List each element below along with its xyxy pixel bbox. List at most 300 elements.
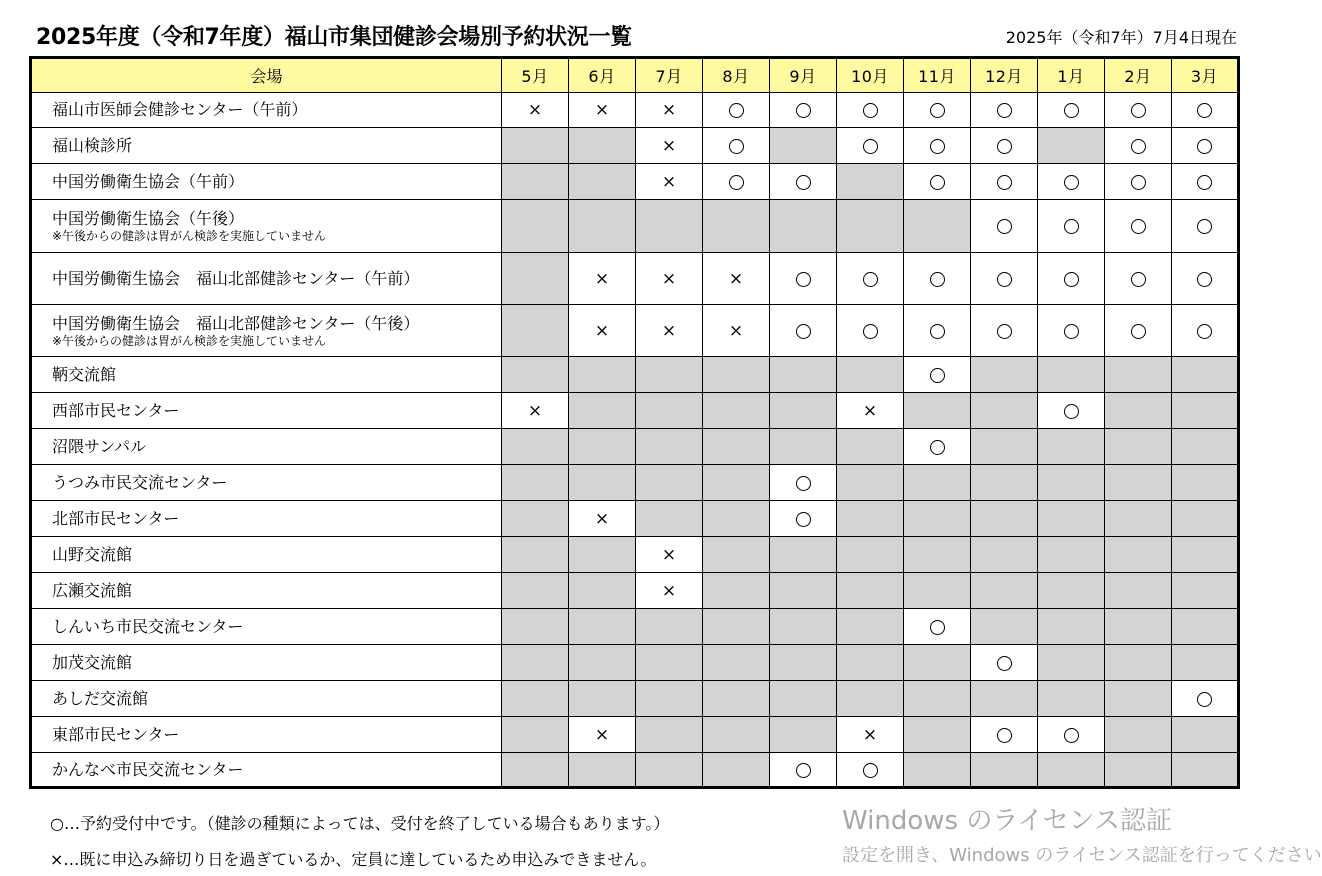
- status-cell-open: [1105, 128, 1172, 164]
- page-title: 2025年度（令和7年度）福山市集団健診会場別予約状況一覧: [36, 25, 632, 50]
- open-circle-icon: [1131, 272, 1146, 287]
- status-cell-open: [770, 753, 837, 788]
- status-cell-na: [837, 501, 904, 537]
- status-cell-na: [636, 429, 703, 465]
- open-circle-icon: [796, 512, 811, 527]
- closed-cross-icon: ×: [594, 100, 610, 120]
- open-circle-icon: [729, 139, 744, 154]
- venue-cell: [31, 93, 502, 128]
- status-cell-na: [569, 573, 636, 609]
- venue-cell: [31, 305, 502, 357]
- venue-name: 東部市民センター: [52, 724, 180, 744]
- open-circle-icon: [1064, 272, 1079, 287]
- status-cell-na: [837, 164, 904, 200]
- status-cell-na: [502, 645, 569, 681]
- status-cell-na: [770, 573, 837, 609]
- status-cell-na: [569, 393, 636, 429]
- status-cell-na: [770, 128, 837, 164]
- closed-cross-icon: ×: [594, 508, 610, 529]
- table-row: [31, 200, 1239, 253]
- status-cell-na: [1105, 393, 1172, 429]
- closed-cross-icon: ×: [661, 171, 677, 192]
- status-cell-open: [1038, 93, 1105, 128]
- table-row: [31, 681, 1239, 717]
- table-header-row: [31, 58, 1239, 93]
- status-cell-na: [770, 681, 837, 717]
- status-cell-closed: [703, 305, 770, 357]
- status-cell-open: [703, 164, 770, 200]
- table-row: [31, 573, 1239, 609]
- open-circle-icon: [1197, 324, 1212, 339]
- venue-name: しんいち市民交流センター: [52, 616, 244, 636]
- status-cell-na: [703, 573, 770, 609]
- venue-cell: [31, 609, 502, 645]
- status-cell-na: [1038, 681, 1105, 717]
- status-cell-closed: [837, 393, 904, 429]
- status-cell-na: [569, 164, 636, 200]
- status-cell-open: [1172, 128, 1239, 164]
- status-cell-na: [837, 681, 904, 717]
- open-circle-icon: [1064, 728, 1079, 743]
- status-cell-closed: [569, 501, 636, 537]
- activation-watermark-title: Windows のライセンス認証: [842, 806, 1172, 836]
- status-cell-na: [569, 357, 636, 393]
- status-cell-open: [1038, 305, 1105, 357]
- open-circle-icon: [1131, 175, 1146, 190]
- status-cell-open: [837, 753, 904, 788]
- status-cell-na: [636, 609, 703, 645]
- venue-name: 広瀬交流館: [52, 580, 133, 600]
- status-cell-na: [502, 253, 569, 305]
- status-cell-open: [770, 501, 837, 537]
- status-cell-na: [703, 645, 770, 681]
- status-cell-open: [770, 465, 837, 501]
- status-cell-na: [703, 753, 770, 788]
- status-cell-open: [1105, 164, 1172, 200]
- status-cell-na: [971, 465, 1038, 501]
- venue-cell: [31, 465, 502, 501]
- status-cell-na: [502, 128, 569, 164]
- status-cell-na: [1105, 357, 1172, 393]
- open-circle-icon: [997, 175, 1012, 190]
- open-circle-icon: [796, 272, 811, 287]
- venue-name: 沼隈サンパル: [52, 436, 147, 456]
- month-header: 3月: [1172, 58, 1239, 93]
- open-circle-icon: [729, 103, 744, 118]
- status-cell-na: [904, 200, 971, 253]
- status-cell-closed: [569, 717, 636, 753]
- venue-cell: [31, 393, 502, 429]
- status-cell-na: [1038, 357, 1105, 393]
- status-cell-na: [569, 753, 636, 788]
- open-circle-icon: [997, 728, 1012, 743]
- status-cell-na: [904, 537, 971, 573]
- venue-cell: [31, 645, 502, 681]
- status-cell-na: [703, 357, 770, 393]
- status-cell-na: [636, 465, 703, 501]
- venue-name: 中国労働衛生協会 福山北部健診センター（午前）: [52, 268, 420, 288]
- status-cell-na: [569, 465, 636, 501]
- venue-name: 中国労働衛生協会 福山北部健診センター（午後）: [52, 313, 420, 333]
- status-cell-open: [971, 93, 1038, 128]
- status-cell-na: [837, 200, 904, 253]
- table-row: [31, 305, 1239, 357]
- status-cell-na: [636, 501, 703, 537]
- status-cell-na: [904, 465, 971, 501]
- status-cell-na: [703, 501, 770, 537]
- open-circle-icon: [930, 324, 945, 339]
- open-circle-icon: [997, 656, 1012, 671]
- status-cell-na: [904, 717, 971, 753]
- status-cell-na: [502, 357, 569, 393]
- status-cell-na: [1172, 573, 1239, 609]
- status-cell-na: [636, 200, 703, 253]
- status-cell-na: [502, 681, 569, 717]
- open-circle-icon: [997, 103, 1012, 118]
- status-cell-open: [1172, 681, 1239, 717]
- status-cell-open: [971, 717, 1038, 753]
- status-cell-na: [502, 753, 569, 788]
- open-circle-icon: [1064, 219, 1079, 234]
- status-cell-closed: [569, 305, 636, 357]
- table-row: [31, 645, 1239, 681]
- status-cell-closed: [502, 393, 569, 429]
- status-cell-open: [971, 305, 1038, 357]
- table-row: [31, 357, 1239, 393]
- closed-cross-icon: ×: [862, 400, 878, 421]
- status-cell-open: [1105, 253, 1172, 305]
- status-cell-open: [1172, 93, 1239, 128]
- venue-cell: [31, 357, 502, 393]
- open-circle-icon: [930, 139, 945, 154]
- month-header: 10月: [837, 58, 904, 93]
- open-circle-icon: [997, 324, 1012, 339]
- status-cell-na: [636, 717, 703, 753]
- status-cell-na: [904, 501, 971, 537]
- venue-name: 中国労働衛生協会（午前）: [52, 171, 245, 191]
- status-cell-open: [837, 93, 904, 128]
- closed-cross-icon: ×: [661, 544, 677, 565]
- venue-name: 福山検診所: [52, 135, 133, 155]
- month-header: 12月: [971, 58, 1038, 93]
- status-cell-open: [1172, 164, 1239, 200]
- status-cell-open: [770, 93, 837, 128]
- closed-cross-icon: ×: [661, 135, 677, 156]
- open-circle-icon: [930, 103, 945, 118]
- table-row: [31, 537, 1239, 573]
- venue-cell: [31, 200, 502, 253]
- status-cell-open: [1105, 305, 1172, 357]
- reservation-status-table: [29, 56, 1240, 789]
- venue-cell: [31, 537, 502, 573]
- status-cell-closed: [703, 253, 770, 305]
- status-cell-open: [1038, 393, 1105, 429]
- venue-column-header: 会場: [31, 58, 502, 93]
- status-cell-na: [1172, 609, 1239, 645]
- status-cell-open: [770, 164, 837, 200]
- month-header: 7月: [636, 58, 703, 93]
- status-cell-na: [636, 645, 703, 681]
- status-cell-na: [837, 357, 904, 393]
- status-cell-open: [770, 253, 837, 305]
- status-cell-open: [904, 128, 971, 164]
- venue-cell: [31, 681, 502, 717]
- status-cell-na: [837, 465, 904, 501]
- status-cell-open: [904, 305, 971, 357]
- closed-cross-icon: ×: [661, 580, 677, 601]
- open-circle-icon: [997, 272, 1012, 287]
- status-cell-na: [502, 537, 569, 573]
- status-cell-closed: [837, 717, 904, 753]
- status-cell-na: [904, 645, 971, 681]
- closed-cross-icon: ×: [527, 400, 543, 421]
- open-circle-icon: [1064, 103, 1079, 118]
- venue-cell: [31, 501, 502, 537]
- open-circle-icon: [796, 476, 811, 491]
- status-cell-na: [636, 681, 703, 717]
- status-cell-na: [770, 200, 837, 253]
- status-cell-na: [502, 305, 569, 357]
- status-cell-open: [1172, 200, 1239, 253]
- month-header: 1月: [1038, 58, 1105, 93]
- table-row: [31, 393, 1239, 429]
- open-circle-icon: [1064, 404, 1079, 419]
- month-header: 8月: [703, 58, 770, 93]
- status-cell-na: [1038, 537, 1105, 573]
- table-body: [31, 93, 1239, 788]
- status-cell-open: [770, 305, 837, 357]
- status-cell-na: [971, 537, 1038, 573]
- status-cell-na: [569, 681, 636, 717]
- status-cell-na: [1105, 501, 1172, 537]
- status-cell-closed: [636, 305, 703, 357]
- status-cell-na: [1105, 681, 1172, 717]
- status-cell-open: [1038, 164, 1105, 200]
- open-circle-icon: [930, 175, 945, 190]
- status-cell-open: [1038, 253, 1105, 305]
- status-cell-na: [837, 429, 904, 465]
- open-circle-icon: [1197, 272, 1212, 287]
- status-cell-na: [770, 717, 837, 753]
- open-circle-icon: [1197, 175, 1212, 190]
- status-cell-na: [502, 501, 569, 537]
- status-cell-open: [971, 645, 1038, 681]
- status-cell-na: [569, 609, 636, 645]
- status-cell-na: [636, 393, 703, 429]
- as-of-date: 2025年（令和7年）7月4日現在: [1005, 28, 1237, 47]
- status-cell-na: [1105, 537, 1172, 573]
- status-cell-na: [770, 609, 837, 645]
- open-circle-icon: [796, 324, 811, 339]
- status-cell-na: [1105, 717, 1172, 753]
- status-cell-na: [1172, 501, 1239, 537]
- open-circle-icon: [796, 763, 811, 778]
- status-cell-na: [770, 537, 837, 573]
- status-cell-open: [904, 357, 971, 393]
- status-cell-na: [1038, 609, 1105, 645]
- status-cell-na: [703, 681, 770, 717]
- open-circle-icon: [729, 175, 744, 190]
- status-cell-open: [1105, 200, 1172, 253]
- venue-name: 山野交流館: [52, 544, 133, 564]
- status-cell-na: [569, 645, 636, 681]
- venue-name: 加茂交流館: [52, 652, 133, 672]
- table-row: [31, 717, 1239, 753]
- closed-cross-icon: ×: [728, 320, 744, 341]
- open-circle-icon: [930, 272, 945, 287]
- table-row: [31, 609, 1239, 645]
- status-cell-na: [837, 573, 904, 609]
- open-circle-icon: [796, 175, 811, 190]
- status-cell-na: [1105, 609, 1172, 645]
- open-circle-icon: [1197, 692, 1212, 707]
- open-circle-icon: [1064, 324, 1079, 339]
- status-cell-closed: [569, 253, 636, 305]
- status-cell-na: [569, 128, 636, 164]
- venue-name: 西部市民センター: [52, 400, 180, 420]
- status-cell-na: [703, 717, 770, 753]
- status-cell-na: [703, 465, 770, 501]
- status-cell-closed: [636, 128, 703, 164]
- status-cell-na: [1172, 465, 1239, 501]
- legend-open-note: ○…予約受付中です。（健診の種類によっては、受付を終了している場合もあります。）: [50, 814, 670, 833]
- status-cell-na: [1105, 429, 1172, 465]
- status-cell-open: [1038, 717, 1105, 753]
- status-cell-open: [703, 93, 770, 128]
- month-header: 11月: [904, 58, 971, 93]
- open-circle-icon: [1131, 219, 1146, 234]
- status-cell-na: [971, 393, 1038, 429]
- status-cell-open: [904, 253, 971, 305]
- status-cell-na: [1172, 393, 1239, 429]
- table-row: [31, 164, 1239, 200]
- table-row: [31, 465, 1239, 501]
- status-cell-na: [1172, 717, 1239, 753]
- status-cell-na: [1172, 429, 1239, 465]
- status-cell-na: [971, 609, 1038, 645]
- status-cell-na: [1105, 753, 1172, 788]
- venue-name: 中国労働衛生協会（午後）: [52, 209, 245, 228]
- status-cell-closed: [502, 93, 569, 128]
- status-cell-open: [904, 429, 971, 465]
- closed-cross-icon: ×: [527, 100, 543, 120]
- status-cell-na: [703, 200, 770, 253]
- venue-cell: [31, 253, 502, 305]
- venue-cell: [31, 429, 502, 465]
- closed-cross-icon: ×: [728, 268, 744, 289]
- status-cell-na: [569, 200, 636, 253]
- status-cell-na: [1038, 753, 1105, 788]
- status-cell-na: [569, 429, 636, 465]
- status-cell-na: [703, 393, 770, 429]
- status-cell-open: [837, 128, 904, 164]
- month-header: 6月: [569, 58, 636, 93]
- venue-name: 北部市民センター: [52, 508, 180, 528]
- status-cell-closed: [569, 93, 636, 128]
- venue-name: うつみ市民交流センター: [52, 472, 228, 492]
- status-cell-closed: [636, 253, 703, 305]
- closed-cross-icon: ×: [862, 724, 878, 745]
- status-cell-na: [971, 501, 1038, 537]
- status-cell-na: [837, 645, 904, 681]
- open-circle-icon: [863, 103, 878, 118]
- status-cell-na: [1105, 645, 1172, 681]
- status-cell-na: [502, 609, 569, 645]
- venue-cell: [31, 717, 502, 753]
- legend-closed-note: ×…既に申込み締切り日を過ぎているか、定員に達しているため申込みできません。: [50, 850, 657, 869]
- status-cell-open: [837, 305, 904, 357]
- status-cell-open: [703, 128, 770, 164]
- status-cell-na: [1172, 645, 1239, 681]
- venue-cell: [31, 128, 502, 164]
- table-row: [31, 93, 1239, 128]
- status-cell-na: [904, 393, 971, 429]
- status-cell-closed: [636, 164, 703, 200]
- closed-cross-icon: ×: [661, 268, 677, 289]
- status-cell-closed: [636, 537, 703, 573]
- status-cell-closed: [636, 573, 703, 609]
- status-cell-na: [904, 681, 971, 717]
- activation-watermark-subtitle: 設定を開き、Windows のライセンス認証を行ってください: [842, 845, 1322, 866]
- status-cell-na: [1038, 573, 1105, 609]
- status-cell-na: [971, 681, 1038, 717]
- status-cell-na: [770, 357, 837, 393]
- open-circle-icon: [1131, 103, 1146, 118]
- venue-name: 福山市医師会健診センター（午前）: [52, 100, 308, 119]
- open-circle-icon: [997, 219, 1012, 234]
- status-cell-na: [770, 645, 837, 681]
- status-cell-na: [971, 357, 1038, 393]
- venue-note: ※午後からの健診は胃がん検診を実施していません: [52, 229, 327, 243]
- open-circle-icon: [997, 139, 1012, 154]
- status-cell-na: [1105, 573, 1172, 609]
- month-header: 2月: [1105, 58, 1172, 93]
- table-row: [31, 128, 1239, 164]
- venue-note: ※午後からの健診は胃がん検診を実施していません: [52, 333, 327, 348]
- status-cell-na: [1172, 357, 1239, 393]
- status-cell-na: [904, 573, 971, 609]
- month-header: 5月: [502, 58, 569, 93]
- status-cell-na: [1172, 753, 1239, 788]
- table-row: [31, 501, 1239, 537]
- status-cell-na: [1038, 645, 1105, 681]
- status-cell-na: [1038, 465, 1105, 501]
- status-cell-na: [971, 429, 1038, 465]
- status-cell-na: [502, 465, 569, 501]
- status-cell-na: [770, 429, 837, 465]
- status-cell-open: [1038, 200, 1105, 253]
- venue-cell: [31, 753, 502, 788]
- open-circle-icon: [863, 763, 878, 778]
- table-row: [31, 753, 1239, 788]
- venue-name: かんなべ市民交流センター: [52, 759, 244, 779]
- status-cell-na: [636, 357, 703, 393]
- status-cell-open: [1105, 93, 1172, 128]
- status-cell-open: [837, 253, 904, 305]
- status-cell-open: [971, 164, 1038, 200]
- status-cell-open: [971, 253, 1038, 305]
- open-circle-icon: [863, 324, 878, 339]
- closed-cross-icon: ×: [594, 724, 610, 745]
- status-cell-na: [703, 537, 770, 573]
- status-cell-na: [502, 164, 569, 200]
- closed-cross-icon: ×: [594, 268, 610, 289]
- status-cell-na: [837, 609, 904, 645]
- closed-cross-icon: ×: [594, 320, 610, 341]
- open-circle-icon: [796, 103, 811, 118]
- open-circle-icon: [1131, 139, 1146, 154]
- open-circle-icon: [1197, 219, 1212, 234]
